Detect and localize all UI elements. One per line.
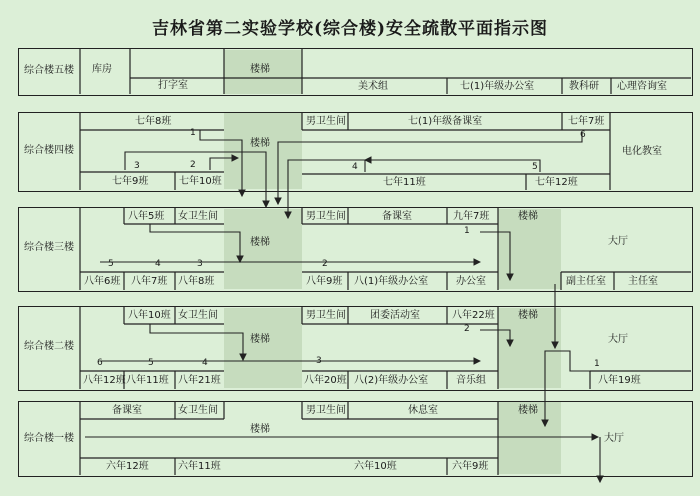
route-number: 1 — [464, 226, 470, 236]
route-number: 1 — [190, 128, 196, 138]
hall-f2: 大厅 — [608, 334, 628, 345]
route-number: 3 — [197, 259, 203, 269]
room-counsel: 心理咨询室 — [617, 81, 667, 92]
room-female-wc-f2: 女卫生间 — [178, 310, 218, 321]
room-c8-8: 八年8班 — [178, 276, 215, 287]
room-office8-1: 八(1)年级办公室 — [354, 276, 429, 287]
room-storage: 库房 — [92, 64, 112, 75]
route-number: 5 — [148, 358, 154, 368]
room-office8-2: 八(2)年级办公室 — [354, 375, 429, 386]
room-league: 团委活动室 — [370, 310, 420, 321]
room-female-wc-f1: 女卫生间 — [178, 405, 218, 416]
room-c8-5: 八年5班 — [128, 211, 165, 222]
room-deputy: 副主任室 — [566, 276, 606, 287]
room-c8-6: 八年6班 — [84, 276, 121, 287]
stair-f3-right: 楼梯 — [518, 211, 538, 222]
route-number: 5 — [108, 259, 114, 269]
floor-3-label: 综合楼三楼 — [24, 242, 74, 253]
room-c8-11: 八年11班 — [126, 375, 169, 386]
room-research: 教科研 — [569, 81, 599, 92]
stair-f1-right: 楼梯 — [518, 405, 538, 416]
room-elec: 电化教室 — [622, 146, 662, 157]
room-male-wc-f2: 男卫生间 — [306, 310, 346, 321]
stair-f4: 楼梯 — [250, 138, 270, 149]
room-c7-10: 七年10班 — [179, 176, 222, 187]
room-art: 美术组 — [358, 81, 388, 92]
hall-f1: 大厅 — [604, 433, 624, 444]
route-number: 3 — [134, 161, 140, 171]
room-c6-10: 六年10班 — [354, 461, 397, 472]
route-number: 3 — [316, 356, 322, 366]
stair-f5: 楼梯 — [250, 64, 270, 75]
route-number: 4 — [352, 162, 358, 172]
stair-f2-right: 楼梯 — [518, 310, 538, 321]
route-number: 6 — [97, 358, 103, 368]
room-male-wc-f1: 男卫生间 — [306, 405, 346, 416]
room-music: 音乐组 — [456, 375, 486, 386]
room-lounge: 休息室 — [408, 405, 438, 416]
room-c8-22: 八年22班 — [452, 310, 495, 321]
room-c8-7: 八年7班 — [131, 276, 168, 287]
route-number: 6 — [580, 130, 586, 140]
room-director: 主任室 — [628, 276, 658, 287]
room-c7-9: 七年9班 — [112, 176, 149, 187]
room-c8-10: 八年10班 — [128, 310, 171, 321]
room-c6-9: 六年9班 — [452, 461, 489, 472]
floor-1-label: 综合楼一楼 — [24, 433, 74, 444]
room-c9-7: 九年7班 — [453, 211, 490, 222]
room-female-wc-f3: 女卫生间 — [178, 211, 218, 222]
room-c8-19: 八年19班 — [598, 375, 641, 386]
room-prep-f1: 备课室 — [112, 405, 142, 416]
room-c8-21: 八年21班 — [178, 375, 221, 386]
room-c7-8: 七年8班 — [135, 116, 172, 127]
route-number: 4 — [155, 259, 161, 269]
floor-4-label: 综合楼四楼 — [24, 145, 74, 156]
route-number: 5 — [532, 162, 538, 172]
room-c7-11: 七年11班 — [383, 177, 426, 188]
room-c6-12: 六年12班 — [106, 461, 149, 472]
room-typing: 打字室 — [158, 80, 188, 91]
room-c7-12: 七年12班 — [535, 177, 578, 188]
room-prep7-1: 七(1)年级备课室 — [408, 116, 483, 127]
room-prep-f3: 备课室 — [382, 211, 412, 222]
room-c6-11: 六年11班 — [178, 461, 221, 472]
floor-2-label: 综合楼二楼 — [24, 341, 74, 352]
room-c8-12: 八年12班 — [83, 375, 126, 386]
route-number: 4 — [202, 358, 208, 368]
room-male-wc-f4: 男卫生间 — [306, 116, 346, 127]
stair-f1: 楼梯 — [250, 424, 270, 435]
hall-f3: 大厅 — [608, 236, 628, 247]
floor-5-label: 综合楼五楼 — [24, 65, 74, 76]
route-number: 1 — [594, 359, 600, 369]
route-number: 2 — [464, 324, 470, 334]
room-c7-7: 七年7班 — [568, 116, 605, 127]
page-title: 吉林省第二实验学校(综合楼)安全疏散平面指示图 — [151, 19, 549, 39]
room-c8-9: 八年9班 — [306, 276, 343, 287]
stair-f2: 楼梯 — [250, 334, 270, 345]
route-number: 2 — [190, 160, 196, 170]
room-male-wc-f3: 男卫生间 — [306, 211, 346, 222]
room-c8-20: 八年20班 — [304, 375, 347, 386]
stair-f3: 楼梯 — [250, 237, 270, 248]
room-office7-1: 七(1)年级办公室 — [460, 81, 535, 92]
room-office-f3: 办公室 — [456, 276, 486, 287]
route-number: 2 — [322, 259, 328, 269]
